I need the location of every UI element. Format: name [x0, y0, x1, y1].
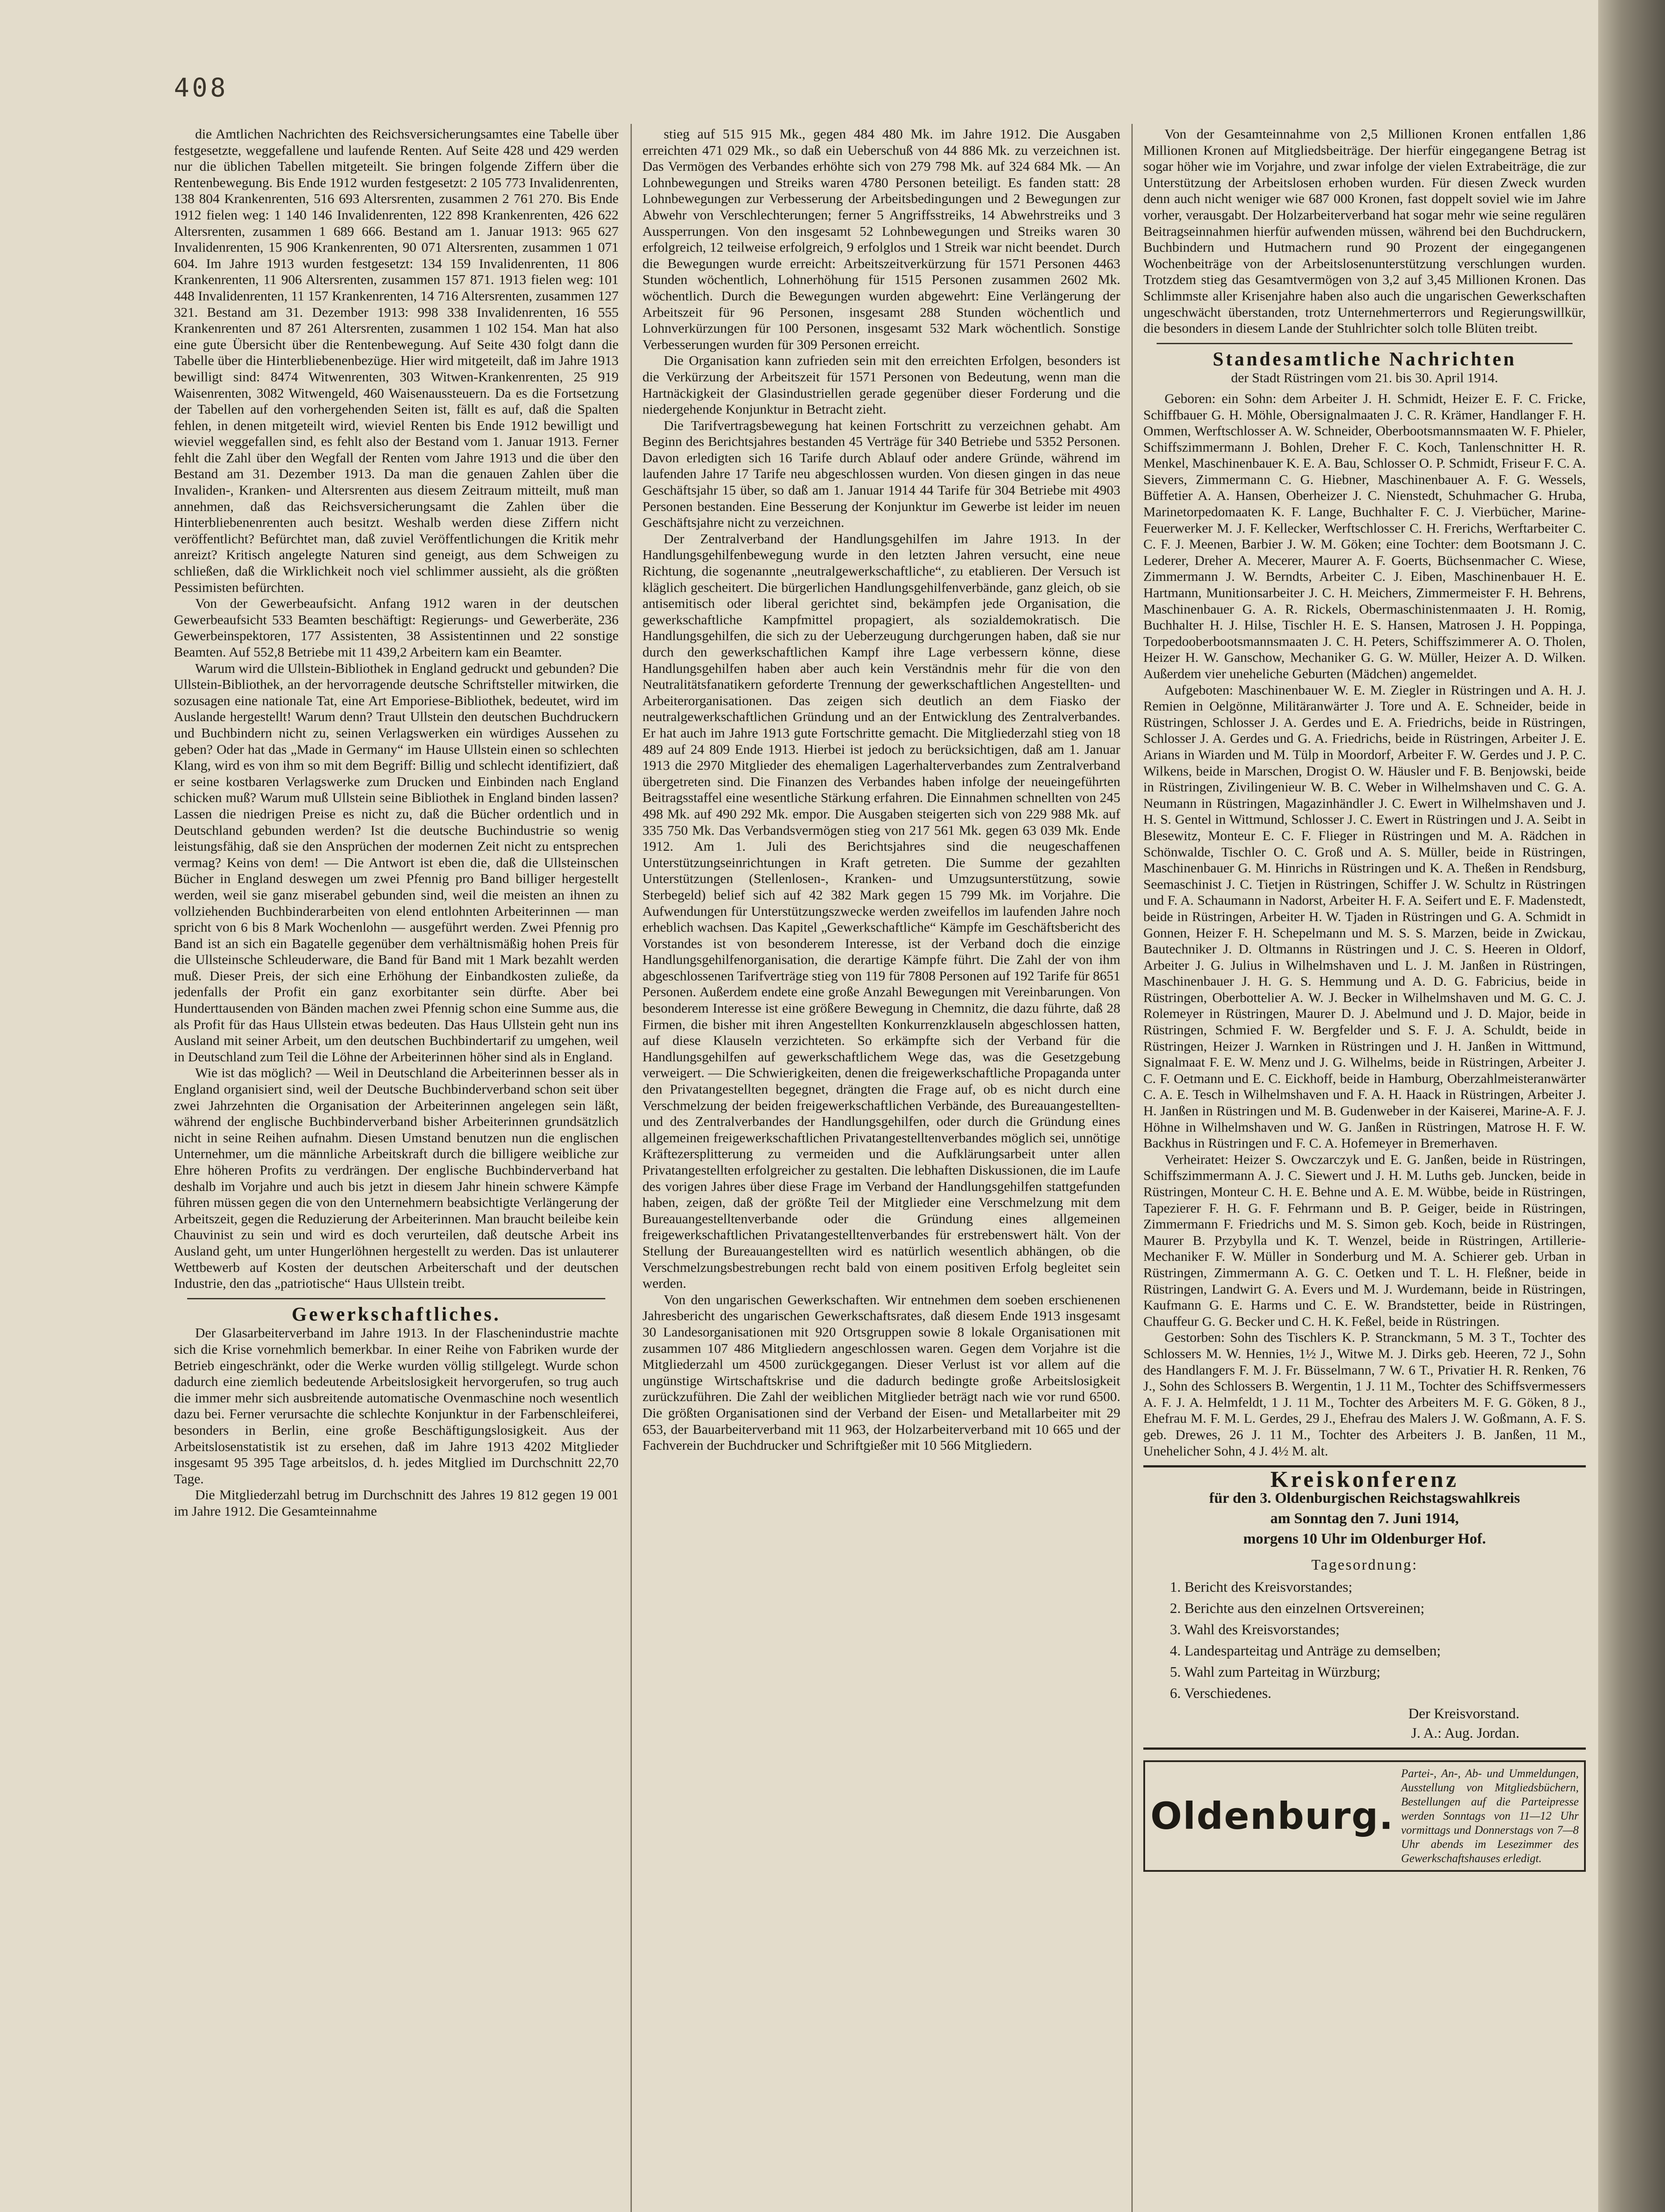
- article-renten: die Amtlichen Nachrichten des Reichsversicherungsamtes eine Tabelle über festgesetzte, weggefallene und laufende Renten. Auf Seite 428 und 429 werden nur die üblichen Tabellen mitgeteilt. Sie bringen folgende Ziffern über die Rentenbewegung. Bis Ende 1912 wurden festgesetzt: 2 105 773 Invalidenrenten, 138 804 Krankenrenten, 516 693 Altersrenten, zusammen 2 761 270. Bis Ende 1912 fielen weg: 1 140 146 Invalidenrenten, 122 898 Krankenrenten, 426 622 Altersrenten, zusammen 1 689 666. Bestand am 1. Januar 1913: 965 627 Invalidenrenten, 15 906 Krankenrenten, 90 071 Altersrenten, zusammen 1 071 604. Im Jahre 1913 wurden festgesetzt: 134 159 Invalidenrenten, 11 806 Krankenrenten, 11 906 Altersrenten, zusammen 157 871. 1913 fielen weg: 101 448 Invalidenrenten, 11 157 Krankenrenten, 14 716 Altersrenten, zusammen 127 321. Bestand am 31. Dezember 1913: 998 338 Invalidenrenten, 16 555 Krankenrenten und 87 261 Altersrenten, zusammen 1 102 154. Man hat also eine gute Übersicht über die Rentenbewegung. Auf Seite 430 folgt dann die Tabelle über die Hinterbliebenenbezüge. Hier wird mitgeteilt, daß im Jahre 1913 bewilligt sind: 8474 Witwenrenten, 303 Witwen-Krankenrenten, 25 919 Waisenrenten, 3082 Witwengeld, 460 Waisenaussteuern. Da es die Fortsetzung der Tabellen auf den vorhergehenden Seiten ist, fällt es auf, daß die Spalten fehlen, in denen mitgeteilt wird, wieviel Renten bis Ende 1912 bewilligt und wieviel weggefallen sind, es fehlt also der Bestand vom 1. Januar 1913. Ferner fehlt die Zahl über den Wegfall der Renten vom Jahre 1913 und die über den Bestand am 31. Dezember 1913. Da man die genauen Zahlen über die Invaliden-, Kranken- und Altersrenten aus diesem Zeitraum mitteilt, muß man annehmen, daß das Reichsversicherungsamt die Zahlen über die Hinterbliebenenrenten auch besitzt. Weshalb werden diese Ziffern nicht veröffentlicht? Befürchtet man, daß zuviel Veröffentlichungen die Kritik mehr anreizt? Kritisch angelegte Naturen sind geneigt, aus dem Schweigen zu schließen, daß die Wirklichkeit noch viel schlimmer aussieht, als die größten Pessimisten befürchten.: [174, 126, 619, 595]
- list-verheiratet: Verheiratet: Heizer S. Owczarczyk und E. G. Janßen, beide in Rüstringen, Schiffszimmermann A. J. C. Siewert und J. H. M. Luths geb. Juncken, beide in Rüstringen, Monteur C. H. E. Behne und A. E. M. Wübbe, beide in Rüstringen, Tapezierer F. H. G. F. Fehrmann und B. P. Geiger, beide in Rüstringen, Zimmermann F. Friedrichs und M. S. Simon geb. Koch, beide in Rüstringen, Maurer B. Przybylla und K. T. Wenzel, beide in Rüstringen, Artillerie-Mechaniker F. W. Müller in Sonderburg und M. A. Schierer geb. Urban in Rüstringen, Zimmermann A. G. C. Oetken und T. L. H. Fleßner, beide in Rüstringen, Landwirt G. A. Evers und M. J. Wurdemann, beide in Rüstringen, Kaufmann G. E. Harms und C. E. W. Brandstetter, beide in Rüstringen, Chauffeur G. G. Becker und C. H. K. Feßel, beide in Rüstringen.: [1143, 1151, 1586, 1329]
- list-geboren: Geboren: ein Sohn: dem Arbeiter J. H. Schmidt, Heizer E. F. C. Fricke, Schiffbauer G. H. Möhle, Obersignalmaaten J. C. R. Krämer, Handlanger F. H. Ommen, Werftschlosser A. W. Schneider, Oberbootsmannsmaaten W. F. Phieler, Schiffszimmermann J. Bohlen, Dreher F. C. Koch, Tanlenschnitter H. R. Menkel, Maschinenbauer K. E. A. Bau, Schlosser O. P. Schmidt, Friseur F. C. A. Sievers, Zimmermann C. G. Hiebner, Maschinenbauer A. F. G. Wessels, Büffetier A. A. Hansen, Oberheizer J. C. Nienstedt, Schuhmacher G. Hruba, Marinetorpedomaaten K. F. Lange, Buchhalter F. C. J. Vierbücher, Marine-Feuerwerker M. J. F. Kellecker, Werftschlosser C. H. Frerichs, Werftarbeiter C. C. F. J. Meenen, Barbier J. W. M. Göken; eine Tochter: dem Bootsmann J. C. Lederer, Dreher A. Mecerer, Maurer A. F. Goerts, Büchsenmacher C. Wiese, Zimmermann J. W. Berndts, Arbeiter C. J. Eiben, Maschinenbauer H. E. Hartmann, Munitionsarbeiter J. C. H. Meichers, Zimmermeister F. H. Behrens, Maschinenbauer G. A. R. Rickels, Obermaschinistenmaaten J. H. Romig, Buchhalter H. J. Hilse, Tischler H. E. S. Hansen, Matrosen J. H. Poppinga, Torpedooberbootsmannsmaaten J. C. H. Peters, Schiffszimmerer A. O. Tholen, Heizer H. W. Ganschow, Mechaniker G. G. W. Müller, Heizer A. D. Wilken. Außerdem vier uneheliche Geburten (Mädchen) angemeldet.: [1143, 390, 1586, 681]
- article-tarif: Die Tarifvertragsbewegung hat keinen Fortschritt zu verzeichnen gehabt. Am Beginn des Berichtsjahres bestanden 45 Verträge für 340 Betriebe und 5352 Personen. Davon erledigten sich 16 Tarife durch Ablauf oder andere Gründe, während im laufenden Jahre 17 Tarife neu abgeschlossen wurden. Von diesen gingen in das neue Geschäftsjahr 15 über, so daß am 1. Januar 1914 44 Tarife für 304 Betriebe mit 4903 Personen bestanden. Eine Besserung der Konjunktur im Gewerbe ist leider im neuen Geschäftsjahre nicht zu verzeichnen.: [642, 417, 1120, 530]
- article-glasarbeiter-2: Die Mitgliederzahl betrug im Durchschnitt des Jahres 19 812 gegen 19 001 im Jahre 1912. Die Gesamteinnahme: [174, 1487, 619, 1519]
- agenda-title: Tagesordnung:: [1311, 1556, 1418, 1573]
- notice-oldenburg-title: Oldenburg.: [1150, 1794, 1394, 1838]
- notice-title: Kreiskonferenz: [1270, 1467, 1459, 1493]
- agenda-item: 4. Landesparteitag und Anträge zu demselben;: [1170, 1643, 1441, 1659]
- agenda-item: 1. Bericht des Kreisvorstandes;: [1170, 1579, 1353, 1596]
- column-rule: [631, 124, 632, 2212]
- section-heading-standesamt: Standesamtliche Nachrichten: [1212, 348, 1517, 370]
- divider: [1157, 343, 1573, 344]
- signature-line: J. A.: Aug. Jordan.: [1411, 1725, 1519, 1742]
- agenda-item: 2. Berichte aus den einzelnen Ortsvereinen;: [1170, 1601, 1425, 1617]
- notice-kreiskonferenz: [1143, 1465, 1586, 1750]
- page-number: 408: [174, 73, 228, 103]
- column-left: [174, 126, 619, 2212]
- list-aufgeboten: Aufgeboten: Maschinenbauer W. E. M. Ziegler in Rüstringen und A. H. J. Remien in Oelgönne, Militäranwärter J. Tore und A. E. Schneider, beide in Rüstringen, Schlosser J. A. Gerdes und E. A. Friedrichs, beide in Rüstringen, Schlosser J. A. Gerdes und G. A. Friedrichs, beide in Rüstringen, Arbeiter J. E. Arians in Wiarden und M. Tülp in Moordorf, Arbeiter F. W. Gerdes und J. P. C. Wilkens, beide in Marschen, Drogist O. W. Häusler und F. B. Benjowski, beide in Rüstringen, Zivilingenieur W. B. C. Weber in Wilhelmshaven und C. G. A. Neumann in Rüstringen, Magazinhändler J. C. Ewert in Wilhelmshaven und J. H. S. Gentel in Wittmund, Schlosser J. C. Ewert in Rüstringen und J. A. Seibt in Blesewitz, Monteur E. C. F. Flieger in Rüstringen und M. A. Rädchen in Schönwalde, Tischler O. C. Groß und A. S. Müller, beide in Rüstringen, Maschinenbauer G. M. Hinrichs in Rüstringen und K. A. Theßen in Rendsburg, Seemaschinist J. C. Tietjen in Rüstringen, Schiffer J. W. Schultz in Rüstringen und F. A. Schaumann in Nadorst, Arbeiter H. F. A. Seifert und E. F. Madenstedt, beide in Rüstringen, Arbeiter H. W. Tjaden in Rüstringen und G. A. Schmidt in Gonnen, Heizer F. H. Schepelmann und M. S. S. Marzen, beide in Zwickau, Bautechniker J. D. Oltmanns in Rüstringen und J. C. S. Heeren in Oldorf, Arbeiter J. G. Julius in Wilhelmshaven und L. J. M. Janßen in Rüstringen, Maschinenbauer J. H. G. S. Hemmung und A. D. G. Fabricius, beide in Rüstringen, Oberbottelier A. W. J. Becker in Wilhelmshaven und M. G. C. J. Rolemeyer in Rüstringen, Maurer D. J. Abelmund und J. D. Major, beide in Rüstringen, Schmied F. W. Bergfelder und S. F. J. A. Schuldt, beide in Rüstringen, Heizer J. Warnken in Rüstringen und J. H. Janßen in Wittmund, Signalmaat F. E. W. Menz und J. G. Wilhelms, beide in Rüstringen, Arbeiter J. C. F. Oetmann und E. C. Eickhoff, beide in Hamburg, Oberzahlmeisteranwärter C. A. E. Tesch in Wilhelmshaven und F. A. H. Haack in Rüstringen, Arbeiter J. H. Janßen in Rüstringen und M. B. Gudenweber in der Kaiserei, Marine-A. F. J. Höhne in Wilhelmshaven und W. G. Janßen in Rüstringen, Matrose H. F. W. Backhus in Rüstringen und F. C. A. Hofemeyer in Bremerhaven.: [1143, 682, 1586, 1151]
- column-right: [1143, 126, 1586, 2212]
- column-middle: [642, 126, 1120, 2212]
- article-handlungsgehilfen: Der Zentralverband der Handlungsgehilfen im Jahre 1913. In der Handlungsgehilfenbewegung wurde in den letzten Jahren versucht, eine neue Richtung, die sogenannte „neutralgewerkschaftliche“, zu etablieren. Der Versuch ist kläglich gescheitert. Die bürgerlichen Handlungsgehilfenverbände, ganz gleich, ob sie antisemitisch oder liberal gerichtet sind, bekämpfen jede Organisation, die gewerkschaftliche Kampfmittel propagiert, als sozialdemokratisch. Die Handlungsgehilfen, die sich zu der Ueberzeugung durchgerungen haben, daß sie nur durch den gewerkschaftlichen Kampf ihre Lage verbessern könne, diese Handlungsgehilfen haben aber auch kein Verständnis mehr für die von den Neutralitätsfanatikern geforderte Trennung der gewerkschaftlichen Angestellten- und Arbeiterorganisationen. Das zeigen sich deutlich an dem Fiasko der neutralgewerkschaftlichen Gründung und an der Entwicklung des Zentralverbandes. Er hat auch im Jahre 1913 gute Fortschritte gemacht. Die Mitgliederzahl stieg von 18 489 auf 24 809 Ende 1913. Hierbei ist jedoch zu berücksichtigen, daß am 1. Januar 1913 die 2970 Mitglieder des ehemaligen Lagerhalterverbandes zum Zentralverband übergetreten sind. Die Finanzen des Verbandes haben infolge der neueingeführten Beitragsstaffel eine wesentliche Stärkung erfahren. Die Einnahmen schnellten von 245 498 Mk. auf 490 292 Mk. empor. Die Ausgaben steigerten sich von 229 988 Mk. auf 335 750 Mk. Das Verbandsvermögen stieg von 217 561 Mk. gegen 63 039 Mk. Ende 1912. Am 1. Juli des Berichtsjahres sind die neugeschaffenen Unterstützungseinrichtungen in Kraft getreten. Die Summe der gezahlten Unterstützungen (Stellenlosen-, Kranken- und Umzugsunterstützung, sowie Sterbegeld) belief sich auf 42 382 Mark gegen 15 799 Mk. im Vorjahre. Die Aufwendungen für Unterstützungszwecke werden zweifellos im laufenden Jahre noch erheblich wachsen. Das Kapitel „Gewerkschaftliche“ Kämpfe im Geschäftsbericht des Vorstandes ist von besonderem Interesse, ist der Verband doch die einzige Handlungsgehilfenorganisation, die derartige Kämpfe führt. Die Zahl der von ihm abgeschlossenen Tarifverträge stieg von 119 für 7808 Personen auf 192 Tarife für 8651 Personen. Außerdem endete eine große Anzahl Bewegungen mit Vereinbarungen. Von besonderem Interesse ist eine größere Bewegung in Chemnitz, die dazu führte, daß 28 Firmen, die bisher mit ihren Angestellten Konkurrenzklauseln abgeschlossen hatten, auf diese Klauseln verzichteten. So erkämpfte sich der Verband für die Handlungsgehilfen auf gewerkschaftlichem Wege das, was die Gesetzgebung verweigert. — Die Schwierigkeiten, denen die freigewerkschaftliche Propaganda unter den Privatangestellten begegnet, drängten die Frage auf, ob es nicht durch eine Verschmelzung der beiden freigewerkschaftlichen Verbände, des Bureauangestellten- und des Zentralverbandes der Handlungsgehilfen, oder durch die Gründung eines allgemeinen freigewerkschaftlichen Privatangestelltenverbandes möglich sei, unnötige Kräftezersplitterung zu vermeiden und die Aufklärungsarbeit unter allen Privatangestellten erfolgreicher zu gestalten. Die lebhaften Diskussionen, die im Laufe des vorigen Jahres über diese Frage im Verband der Handlungsgehilfen stattgefunden haben, zeigen, daß der größte Teil der Mitglieder eine Verschmelzung mit dem Bureauangestelltenverbande oder die Gründung eines allgemeinen freigewerkschaftlichen Privatangestelltenverbandes für erstrebenswert hält. Von der Stellung der Bureauangestellten wird es natürlich wesentlich abhängen, ob die Verschmelzungsbestrebungen recht bald von einem positiven Erfolg begleitet sein werden.: [642, 530, 1120, 1291]
- section-heading-gewerkschaftliches: Gewerkschaftliches.: [292, 1303, 501, 1325]
- article-ullstein: Warum wird die Ullstein-Bibliothek in England gedruckt und gebunden? Die Ullstein-Bibliothek, an der hervorragende deutsche Schriftsteller mitwirken, die sozusagen eine nationale Tat, eine Art Emporiese-Bibliothek, bedeutet, wird im Auslande hergestellt! Warum denn? Traut Ullstein den deutschen Buchdruckern und Buchbindern nicht zu, seinen Verlagswerken ein würdiges Aussehen zu geben? Oder hat das „Made in Germany“ im Hause Ullstein einen so schlechten Klang, wird es von ihm so mit dem Begriff: Billig und schlecht identifiziert, daß er seine kostbaren Verlagswerke zum Drucken und Einbinden nach England schicken muß? Warum muß Ullstein seine Bibliothek in England binden lassen? Lassen die niedrigen Preise es nicht zu, daß die Bücher ordentlich und in Deutschland gebunden werden? Ist die deutsche Buchindustrie so wenig leistungsfähig, daß sie den Ansprüchen der modernen Zeit nicht zu entsprechen vermag? Keins von dem! — Die Antwort ist eben die, daß die Ullsteinschen Bücher in England deswegen um zwei Pfennig pro Band billiger hergestellt werden, weil sie ganz miserabel gebunden sind, weil die meisten an ihnen zu vollziehenden Buchbinderarbeiten von elend entlohnten Arbeiterinnen — man spricht von 6 bis 8 Mark Wochenlohn — ausgeführt werden. Zwei Pfennig pro Band ist an sich ein Bagatelle gegenüber dem verhältnismäßig hohen Preis für die Ullsteinsche Schleuderware, die Band für Band mit 1 Mark bezahlt werden muß. Dieser Preis, der sich eine Erhöhung der Einbandkosten zuließe, da jedenfalls der Profit ein ganz exorbitanter sein dürfte. Aber bei Hunderttausenden von Bänden machen zwei Pfennig schon eine Summe aus, die als Profit für das Haus Ullstein etwas bedeuten. Das Haus Ullstein geht nun ins Ausland mit seiner Arbeit, um den deutschen Buchbindertarif zu umgehen, weil in Deutschland zum Teil die Löhne der Arbeiterinnen höher sind als in England.: [174, 660, 619, 1064]
- article-glasarbeiter: Der Glasarbeiterverband im Jahre 1913. In der Flaschenindustrie machte sich die Krise vornehmlich bemerkbar. In einer Reihe von Fabriken wurde der Betrieb eingeschränkt, oder die Werke wurden völlig stillgelegt. Wurde schon dadurch eine ziemlich bedeutende Arbeitslosigkeit hervorgerufen, so trug auch die immer mehr sich ausbreitende automatische Ovenmaschine noch wesentlich dazu bei. Ferner verursachte die schlechte Konjunktur in der Farbenschleiferei, besonders in Berlin, eine große Beschäftigungslosigkeit. Aus der Arbeitslosenstatistik ist zu ersehen, daß im Jahre 1913 4202 Mitglieder insgesamt 95 395 Tage arbeitslos, d. h. jedes Mitglied im Durchschnitt 22,70 Tage.: [174, 1325, 619, 1486]
- notice-line: am Sonntag den 7. Juni 1914,: [1270, 1510, 1459, 1527]
- signature-line: Der Kreisvorstand.: [1408, 1706, 1519, 1722]
- notice-line: morgens 10 Uhr im Oldenburger Hof.: [1243, 1530, 1486, 1547]
- notice-oldenburg-text: Partei-, An-, Ab- und Ummeldungen, Ausstellung von Mitgliedsbüchern, Bestellungen auf die Parteipresse werden Sonntags von 11—12 Uhr vormittags und Donnerstags von 7—8 Uhr abends im Lesezimmer des Gewerkschaftshauses erledigt.: [1401, 1767, 1579, 1865]
- section-subheading: der Stadt Rüstringen vom 21. bis 30. April 1914.: [1231, 370, 1498, 386]
- article-glasarbeiter-cont: stieg auf 515 915 Mk., gegen 484 480 Mk. im Jahre 1912. Die Ausgaben erreichten 471 029 Mk., so daß ein Ueberschuß von 44 886 Mk. zu verzeichnen ist. Das Vermögen des Verbandes erhöhte sich von 279 798 Mk. auf 324 684 Mk. — An Lohnbewegungen und Streiks waren 4780 Personen beteiligt. Es fanden statt: 28 Lohnbewegungen zur Verbesserung der Arbeitsbedingungen und 2 Bewegungen zur Abwehr von Verschlechterungen; ferner 5 Angriffsstreiks, 14 Abwehrstreiks und 3 Aussperrungen. Von den insgesamt 52 Lohnbewegungen und Streiks waren 30 erfolgreich, 12 teilweise erfolgreich, 9 erfolglos und 1 Streik war nicht beendet. Durch die Bewegungen wurde erreicht: Arbeitszeitverkürzung für 1571 Personen 4463 Stunden wöchentlich, Lohnerhöhung für 1515 Personen zusammen 2602 Mk. wöchentlich. Durch die Bewegungen wurden abgewehrt: Eine Verlängerung der Arbeitszeit für 96 Personen, insgesamt 288 Stunden wöchentlich und Lohnverkürzungen für 100 Personen, insgesamt 532 Mark wöchentlich. Sonstige Verbesserungen wurden für 309 Personen erreicht.: [642, 126, 1120, 352]
- article-ullstein-2: Wie ist das möglich? — Weil in Deutschland die Arbeiterinnen besser als in England organisiert sind, weil der Deutsche Buchbinderverband schon seit über zwei Jahrzehnten die Organisation der Arbeiterinnen angelegen sein läßt, während der englische Buchbinderverband bisher Arbeiterinnen grundsätzlich nicht in seine Reihen aufnahm. Diesen Umstand benutzen nun die englischen Unternehmer, um die männliche Arbeitskraft durch die billigere weibliche zur Ehre höheren Profits zu verdrängen. Der englische Buchbinderverband hat deshalb im Vorjahre und auch bis jetzt in diesem Jahr hinein schwere Kämpfe führen müssen gegen die von den Unternehmern beabsichtigte Verlängerung der Arbeitszeit, gegen die Reduzierung der Arbeiterinnen. Man braucht beileibe kein Chauvinist zu sein und wird es doch verurteilen, daß deutsche Arbeit ins Ausland geht, um unter Hungerlöhnen hergestellt zu werden. Das ist unlauterer Wettbewerb auf Kosten der deutschen Arbeiterschaft und der deutschen Industrie, den das „patriotische“ Haus Ullstein treibt.: [174, 1065, 619, 1291]
- agenda-item: 3. Wahl des Kreisvorstandes;: [1170, 1622, 1340, 1638]
- column-rule: [1131, 124, 1133, 2212]
- article-organisation: Die Organisation kann zufrieden sein mit den erreichten Erfolgen, besonders ist die Verkürzung der Arbeitszeit für 1571 Personen von Bedeutung, wenn man die Hartnäckigkeit der Glasindustriellen gerade gegenüber dieser Forderung und die niedergehende Konjunktur in Betracht zieht.: [642, 353, 1120, 417]
- agenda-list: [1143, 1577, 1586, 1704]
- divider: [187, 1298, 605, 1299]
- article-ungarn-cont: Von der Gesamteinnahme von 2,5 Millionen Kronen entfallen 1,86 Millionen Kronen auf Mitgliedsbeiträge. Der hierfür eingegangene Betrag ist sogar höher wie im Vorjahre, und zwar infolge der vielen Extrabeiträge, die zur Unterstützung der Arbeitslosen erhoben wurden. Für diesen Zweck wurden denn auch nicht weniger wie 687 000 Kronen, fast doppelt soviel wie im Jahre vorher, verausgabt. Der Holzarbeiterverband hat sogar mehr wie seine regulären Beitragseinnahmen hierfür aufwenden müssen, während bei den Buchdruckern, Buchbindern und Hutmachern rund 90 Prozent der eingegangenen Wochenbeiträge von der Arbeitslosenunterstützung verschlungen wurden. Trotzdem stieg das Gesamtvermögen von 3,2 auf 3,45 Millionen Kronen. Das Schlimmste aller Krisenjahre haben also auch die ungarischen Gewerkschaften ungeschwächt überstanden, trotz Unternehmerterrors und Regierungswillkür, die besonders in diesem Lande der Stuhlrichter solch tolle Blüten treibt.: [1143, 126, 1586, 336]
- agenda-item: 5. Wahl zum Parteitag in Würzburg;: [1170, 1664, 1380, 1681]
- list-gestorben: Gestorben: Sohn des Tischlers K. P. Stranckmann, 5 M. 3 T., Tochter des Schlossers M. W. Hennies, 1½ J., Witwe M. J. Dirks geb. Heeren, 72 J., Sohn des Handlangers F. M. J. Fr. Büsselmann, 7 W. 6 T., Privatier H. R. Renken, 76 J., Sohn des Schlossers B. Wergentin, 1 J. 11 M., Tochter des Schiffsvermessers A. F. J. A. Helmfeldt, 1 J. 11 M., Tochter des Arbeiters M. F. G. Göken, 8 J., Ehefrau M. F. M. L. Gerdes, 29 J., Ehefrau des Malers J. W. Goßmann, A. F. S. geb. Drewes, 26 J. 11 M., Tochter des Arbeiters J. B. Janßen, 11 M., Unehelicher Sohn, 4 J. 4½ M. alt.: [1143, 1329, 1586, 1459]
- article-gewerbeaufsicht: Von der Gewerbeaufsicht. Anfang 1912 waren in der deutschen Gewerbeaufsicht 533 Beamten beschäftigt: Regierungs- und Gewerberäte, 236 Gewerbeinspektoren, 177 Assistenten, 38 Assistentinnen und 22 sonstige Beamten. Auf 552,8 Betriebe mit 11 439,2 Arbeitern kam ein Beamter.: [174, 595, 619, 660]
- article-ungarn: Von den ungarischen Gewerkschaften. Wir entnehmen dem soeben erschienenen Jahresbericht des ungarischen Gewerkschaftsrates, daß diesem Ende 1913 insgesamt 30 Landesorganisationen mit 920 Ortsgruppen sowie 8 lokale Organisationen mit zusammen 107 486 Mitgliedern angeschlossen waren. Gegen dem Vorjahre ist die Mitgliederzahl um 4500 zurückgegangen. Dieser Verlust ist vor allem auf die ungünstige Wirtschaftskrise und die dadurch bedingte große Arbeitslosigkeit zurückzuführen. Die Zahl der weiblichen Mitglieder beträgt nach wie vor rund 6500. Die größten Organisationen sind der Verband der Eisen- und Metallarbeiter mit 29 653, der Bauarbeiterverband mit 11 963, der Holzarbeiterverband mit 10 665 und der Fachverein der Buchdrucker und Schriftgießer mit 10 566 Mitgliedern.: [642, 1291, 1120, 1453]
- notice-oldenburg: [1143, 1760, 1586, 1872]
- agenda-item: 6. Verschiedenes.: [1170, 1686, 1272, 1702]
- notice-line: für den 3. Oldenburgischen Reichstagswahlkreis: [1209, 1490, 1520, 1506]
- book-gutter: [1598, 0, 1665, 2212]
